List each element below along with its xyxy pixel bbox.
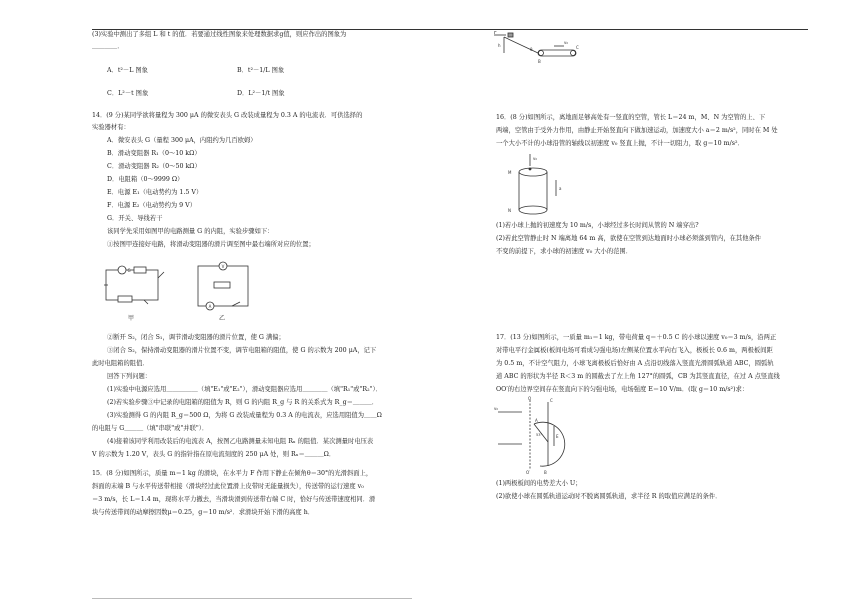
circuit-figures — [100, 258, 280, 330]
option-c: C．L²－t 图象 — [107, 90, 149, 97]
q17-sub2: (2)欲使小球在圆弧轨道运动时不脱离圆弧轨道，求半径 R 的取值应满足的条件． — [496, 493, 722, 500]
q14-sub4: (4)接着该同学利用改装后的电流表 A，按图乙电路测量未知电阻 Rₓ 的阻值．某次测量时电压表 — [107, 438, 374, 445]
equipment-item: E．电源 E₁（电动势约为 1.5 V） — [107, 189, 203, 196]
circuit-yi — [198, 262, 248, 310]
fig15-v0-label: v₀ — [564, 40, 568, 45]
q16-sub2: (2)若此空管静止时 N 端离地 64 m 高，欲使在空管到达地面时小球必须落到管内，在其他条件 — [496, 235, 762, 242]
q17-sub1: (1)两极板间的电势差大小 U； — [496, 480, 582, 487]
fig17-o-label: O — [528, 396, 532, 401]
q15-line4: 块与传送带间的动摩擦因数μ＝0.25，g＝10 m/s²．求滑块开始下滑的高度 h． — [92, 509, 315, 516]
label-jia: 甲 — [128, 315, 135, 322]
q14-stem-line2: 实验器材有： — [92, 124, 130, 131]
q17-line2: 对带电平行金属板(板间电场可看成匀强电场)左侧某位置水平向右飞入，极板长 0.6 m，两极板间距 — [496, 347, 773, 354]
fig16-n-label: N — [508, 208, 511, 213]
fig15-b-label: B — [538, 59, 541, 64]
fig17-b-label: B — [544, 470, 547, 474]
figure-tube — [500, 152, 570, 218]
option-d: D．L²－1/t 图象 — [237, 90, 285, 97]
equipment-item: G．开关、导线若干 — [107, 215, 163, 222]
q14-sub1: (1)实验中电源应选用＿＿＿＿＿（填"E₁"或"E₂"），滑动变阻器应选用＿＿＿＿（填"R₁"或"R₂"）． — [107, 386, 382, 393]
fig17-angle-label: 53° — [536, 433, 543, 437]
q14-procedure-intro: 该同学先采用如图甲的电路测量 G 的内阻，实验步骤如下： — [107, 228, 274, 235]
q14-sub3-cont: 的电阻与 G＿＿＿（填"串联"或"并联"）． — [92, 425, 209, 432]
q16-sub1: (1)若小球上抛的初速度为 10 m/s，小球经过多长时间从管的 N 端穿出? — [496, 222, 699, 229]
fig15-theta-label: θ — [530, 47, 533, 52]
figure-plates-arc — [494, 396, 594, 474]
fig16-a-label: a — [559, 186, 562, 191]
q13-blank: ＿＿＿＿． — [92, 43, 124, 50]
q14-step3-cont: 此时电阻箱的阻值． — [92, 360, 149, 367]
q14-step2: ②断开 S₂，闭合 S₁，调节滑动变阻器的滑片位置，使 G 满偏； — [107, 334, 285, 341]
option-a: A．t²－L 图象 — [107, 67, 148, 74]
figure-incline-conveyor — [494, 31, 604, 67]
svg-text:V: V — [221, 264, 225, 269]
q14-sub2: (2)若实验步骤③中记录的电阻箱的阻值为 R，则 G 的内阻 R_g 与 R 的关系式为 R_g＝＿＿＿． — [107, 399, 379, 406]
q17-line1: 17．(13 分)如图所示，一质量 m₁＝1 kg，带电荷量 q＝＋0.5 C 的小球以速度 v₀＝3 m/s，沿两正 — [496, 334, 777, 341]
option-b: B．t²－1/L 图象 — [237, 67, 285, 74]
fig17-e-label: E — [556, 434, 559, 439]
q13-part3: (3)实验中测出了多组 L 和 t 的值．若要通过线性图象来处理数据求g值，则应作出的图象为 — [92, 31, 347, 38]
q14-step1: ①按图甲连接好电路，将滑动变阻器的滑片调至图中最右端所对应的位置； — [107, 241, 315, 248]
label-yi: 乙 — [219, 315, 226, 322]
q16-line1: 16．(8 分)如图所示，离地面足够高处有一竖直的空管，管长 L＝24 m，M、N 为空管的上、下 — [496, 114, 766, 121]
fig16-v0-label: v₀ — [533, 156, 537, 161]
right-column — [440, 0, 860, 608]
q17-line5: OO′的右边界空间存在竖直向下的匀强电场，电场强度 E＝10 V/m．(取 g＝10 m/s²)求： — [496, 386, 749, 393]
q14-answer-intro: 回答下列问题： — [107, 373, 152, 380]
q14-step3: ③闭合 S₂，保持滑动变阻器的滑片位置不变，调节电阻箱的阻值，使 G 的示数为 200 μA，记下 — [107, 347, 377, 354]
q15-line2: 斜面的末端 B 与水平传送带相接（滑块经过此位置滑上皮带时无能量损失），传送带的运行速度 v₀ — [92, 483, 364, 490]
svg-text:A: A — [208, 304, 212, 309]
circuit-jia — [104, 266, 164, 304]
q14-sub3: (3)实验测得 G 的内阻 R_g＝500 Ω，为将 G 改装成量程为 0.3 A 的电流表，应选用阻值为＿＿Ω — [107, 412, 382, 419]
fig17-a-label: A — [535, 418, 538, 423]
equipment-item: C．滑动变阻器 R₂（0～50 kΩ） — [107, 163, 201, 170]
fig15-f-label: F — [494, 31, 497, 36]
q17-line4: 道 ABC 的形状为半径 R＜3 m 的圆截去了左上角 127°的圆弧，CB 为其竖直直径，在过 A 点竖直线 — [496, 373, 780, 380]
q15-line3: ＝3 m/s，长 L＝1.4 m，现将水平力撤去，当滑块滑到传送带右端 C 时，恰好与传送带速度相同．滑 — [92, 496, 376, 503]
q16-line3: 一个大小不计的小球沿管的轴线以初速度 v₀ 竖直上抛，不计一切阻力，取 g＝10 m/s²． — [496, 140, 744, 147]
equipment-item: A．微安表头 G（量程 300 μA，内阻约为几百欧姆） — [107, 137, 257, 144]
q14-stem-line1: 14．(9 分)某同学欲将量程为 300 μA 的微安表头 G 改装成量程为 0.3 A 的电流表．可供选择的 — [92, 112, 363, 119]
q16-line2: 两端，空管由于受外力作用，由静止开始竖直向下做加速运动，加速度大小 a＝2 m/s²，同时在 M 处 — [496, 127, 778, 134]
fig15-h-label: h — [498, 43, 501, 48]
footer-rule — [92, 598, 412, 599]
fig17-c-label: C — [550, 398, 553, 403]
equipment-item: B．滑动变阻器 R₁（0～10 kΩ） — [107, 150, 201, 157]
equipment-item: F．电源 E₂（电动势约为 9 V） — [107, 202, 197, 209]
q14-sub4-cont: V 的示数为 1.20 V，表头 G 的指针指在原电流刻度的 250 μA 处，则 Rₓ＝＿＿＿Ω． — [92, 451, 336, 458]
q15-line1: 15．(8 分)如图所示，质量 m＝1 kg 的滑块，在水平力 F 作用下静止在倾角θ＝30°的光滑斜面上， — [92, 470, 373, 477]
fig17-v0-label: v₀ — [494, 406, 498, 411]
fig15-c-label: C — [576, 45, 579, 50]
fig17-o2-label: O′ — [526, 470, 531, 474]
q17-line3: 为 0.5 m，不计空气阻力，小球飞离极板后恰好由 A 点沿切线落入竖直光滑圆弧轨道 ABC，圆弧轨 — [496, 360, 774, 367]
q16-sub2-cont: 不变的前提下，求小球的初速度 v₀ 大小的范围． — [496, 248, 633, 255]
svg-text:G: G — [127, 268, 131, 273]
fig16-m-label: M — [508, 170, 512, 175]
equipment-item: D．电阻箱（0～9999 Ω） — [107, 176, 184, 183]
